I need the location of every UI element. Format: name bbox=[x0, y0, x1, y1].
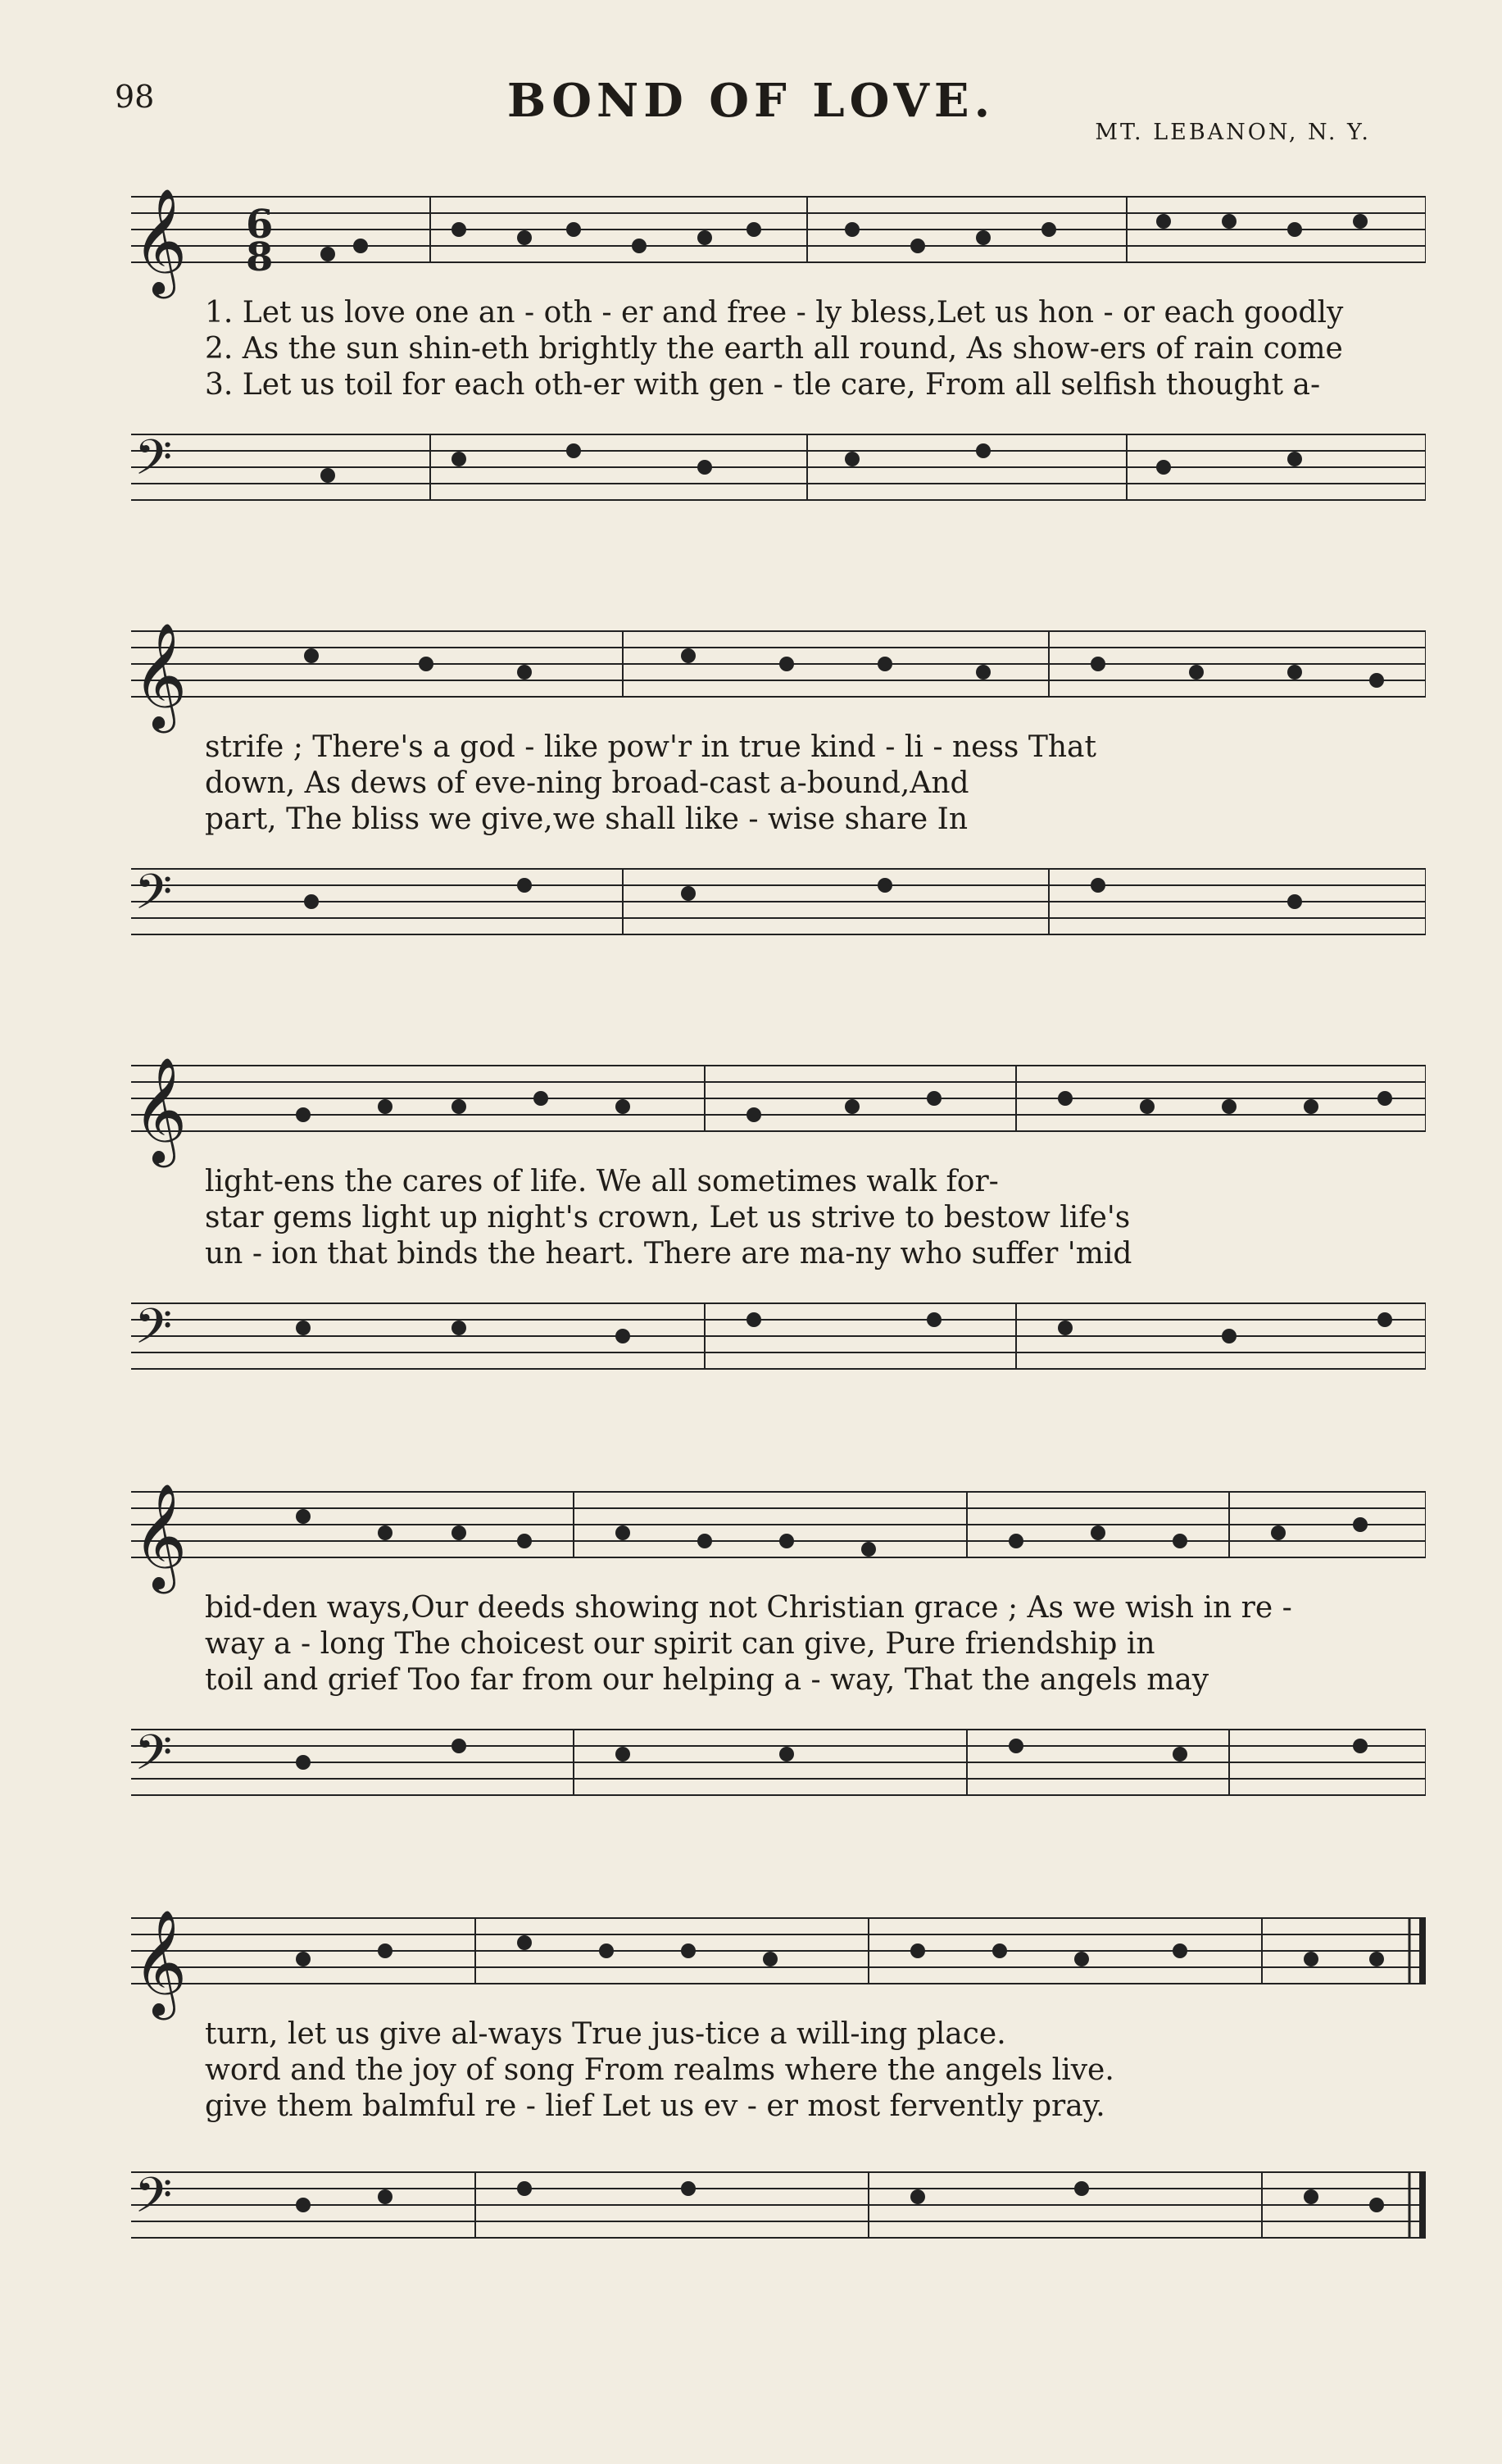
composer-place: MT. LEBANON, N. Y. bbox=[1095, 120, 1371, 145]
bass-staff-2 bbox=[115, 852, 1426, 992]
hymn-title: BOND OF LOVE. bbox=[506, 74, 996, 128]
svg-text:𝄞: 𝄞 bbox=[133, 1057, 188, 1163]
svg-text:8: 8 bbox=[246, 234, 274, 280]
music-system-3 bbox=[98, 1041, 1426, 1434]
svg-text:𝄞: 𝄞 bbox=[133, 1483, 188, 1589]
treble-clef-icon: 𝄞 bbox=[133, 188, 188, 294]
bass-staff-3 bbox=[115, 1287, 1426, 1426]
lyric-verse-2: down, As dews of eve-ning broad-cast a-bound,And bbox=[205, 766, 969, 800]
lyric-verse-3: part, The bliss we give,we shall like - wise share In bbox=[205, 802, 969, 836]
lyric-verse-3: un - ion that binds the heart. There are ma-ny who suffer 'mid bbox=[205, 1237, 1132, 1271]
svg-text:𝄞: 𝄞 bbox=[133, 622, 188, 729]
lyric-verse-2: 2. As the sun shin-eth brightly the earth all round, As show-ers of rain come bbox=[205, 332, 1343, 366]
bass-staff-1 bbox=[115, 418, 1426, 557]
lyrics-block-2 bbox=[205, 730, 1450, 838]
lyrics-block-5 bbox=[205, 2016, 1450, 2125]
music-system-1 bbox=[98, 172, 1426, 566]
svg-text:𝄢: 𝄢 bbox=[134, 2166, 173, 2235]
music-system-2 bbox=[98, 607, 1426, 1000]
lyric-verse-3: toil and grief Too far from our helping a - way, That the angels may bbox=[205, 1663, 1209, 1697]
bass-clef-icon: 𝄢 bbox=[134, 429, 173, 498]
music-system-4 bbox=[98, 1467, 1426, 1861]
music-system-5 bbox=[98, 1893, 1426, 2320]
lyric-verse-1: bid-den ways,Our deeds showing not Christian grace ; As we wish in re - bbox=[205, 1591, 1292, 1625]
lyric-verse-2: way a - long The choicest our spirit can give, Pure friendship in bbox=[205, 1627, 1155, 1661]
lyric-verse-3: give them balmful re - lief Let us ev - er most fervently pray. bbox=[205, 2089, 1105, 2123]
lyric-verse-1: light-ens the cares of life. We all sometimes walk for- bbox=[205, 1165, 999, 1198]
lyric-verse-2: word and the joy of song From realms where the angels live. bbox=[205, 2053, 1114, 2087]
bass-staff-5 bbox=[115, 2156, 1426, 2312]
lyrics-block-3 bbox=[205, 1164, 1450, 1272]
svg-text:𝄢: 𝄢 bbox=[134, 863, 173, 932]
page-number: 98 bbox=[115, 79, 155, 115]
lyric-verse-1: 1. Let us love one an - oth - er and free - ly bless,Let us hon - or each goodly bbox=[205, 296, 1344, 330]
lyrics-block-1 bbox=[205, 295, 1450, 403]
svg-text:𝄢: 𝄢 bbox=[134, 1298, 173, 1366]
time-signature-icon: 6 bbox=[246, 202, 274, 248]
lyric-verse-1: strife ; There's a god - like pow'r in true kind - li - ness That bbox=[205, 730, 1096, 764]
lyric-verse-3: 3. Let us toil for each oth-er with gen - tle care, From all selfish thought a- bbox=[205, 368, 1321, 402]
svg-text:𝄢: 𝄢 bbox=[134, 1724, 173, 1793]
bass-staff-4 bbox=[115, 1713, 1426, 1853]
lyric-verse-1: turn, let us give al-ways True jus-tice a will-ing place. bbox=[205, 2017, 1006, 2051]
lyric-verse-2: star gems light up night's crown, Let us strive to bestow life's bbox=[205, 1201, 1131, 1234]
svg-text:𝄞: 𝄞 bbox=[133, 1909, 188, 2016]
lyrics-block-4 bbox=[205, 1590, 1450, 1698]
